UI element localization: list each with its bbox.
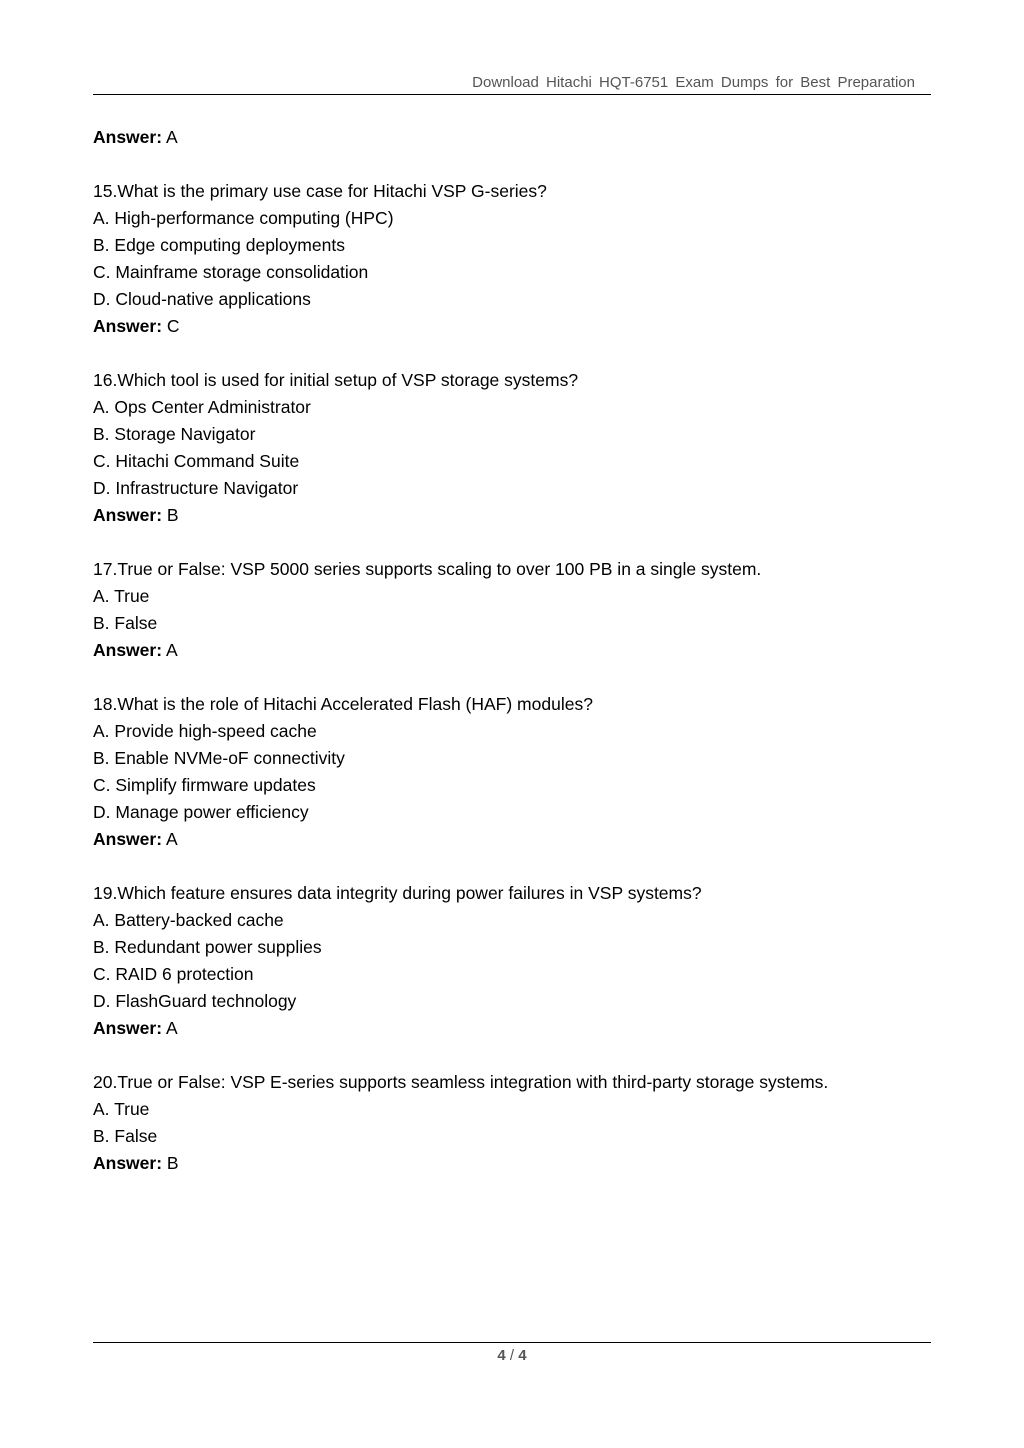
question-block [93, 178, 931, 340]
answer-option: D. Infrastructure Navigator [93, 478, 299, 498]
answer-label: Answer: [93, 1018, 163, 1038]
previous-answer [93, 124, 931, 151]
question-block [93, 1069, 931, 1177]
answer-value: A [165, 1018, 178, 1038]
answer-line [93, 826, 931, 853]
current-page: 4 [497, 1347, 506, 1364]
answer-line [93, 313, 931, 340]
answer-label: Answer: [93, 505, 163, 525]
question-block [93, 556, 931, 664]
answer-option: B. Enable NVMe-oF connectivity [93, 748, 345, 768]
answer-value: C [166, 316, 180, 336]
answer-label: Answer: [93, 1153, 163, 1173]
question-text: 19.Which feature ensures data integrity during power failures in VSP systems? [93, 883, 702, 903]
answer-option: D. FlashGuard technology [93, 991, 297, 1011]
answer-option: B. Edge computing deployments [93, 235, 345, 255]
answer-option: B. False [93, 1126, 158, 1146]
answer-option: D. Cloud-native applications [93, 289, 311, 309]
answer-option: B. False [93, 613, 158, 633]
answer-option: B. Storage Navigator [93, 424, 256, 444]
answer-option: C. Mainframe storage consolidation [93, 262, 369, 282]
page-header [93, 72, 931, 95]
answer-line [93, 502, 931, 529]
answer-option: D. Manage power efficiency [93, 802, 309, 822]
answer-option: A. High-performance computing (HPC) [93, 208, 394, 228]
answer-option: A. Provide high-speed cache [93, 721, 317, 741]
page-footer [93, 1342, 931, 1364]
answer-value: A [165, 640, 178, 660]
question-block [93, 880, 931, 1042]
page-content [93, 124, 931, 1177]
question-text: 16.Which tool is used for initial setup of VSP storage systems? [93, 370, 579, 390]
answer-option: C. Hitachi Command Suite [93, 451, 300, 471]
question-block [93, 367, 931, 529]
answer-label: Answer: [93, 829, 163, 849]
answer-line [93, 1150, 931, 1177]
answer-label: Answer: [93, 127, 163, 147]
answer-line [93, 1015, 931, 1042]
answer-option: C. RAID 6 protection [93, 964, 254, 984]
answer-line [93, 637, 931, 664]
answer-option: A. Battery-backed cache [93, 910, 284, 930]
question-text: 20.True or False: VSP E-series supports seamless integration with third-party storage systems. [93, 1072, 829, 1092]
header-text: Download Hitachi HQT-6751 Exam Dumps for Best Preparation [472, 74, 915, 91]
question-text: 18.What is the role of Hitachi Accelerated Flash (HAF) modules? [93, 694, 593, 714]
question-text: 15.What is the primary use case for Hitachi VSP G-series? [93, 181, 547, 201]
total-pages: 4 [518, 1347, 527, 1364]
question-block [93, 691, 931, 853]
answer-option: A. True [93, 1099, 150, 1119]
answer-value: A [165, 829, 178, 849]
question-text: 17.True or False: VSP 5000 series supports scaling to over 100 PB in a single system. [93, 559, 762, 579]
answer-value: B [166, 1153, 179, 1173]
answer-label: Answer: [93, 640, 163, 660]
answer-value: B [166, 505, 179, 525]
answer-option: A. Ops Center Administrator [93, 397, 311, 417]
page-number [93, 1347, 931, 1364]
answer-label: Answer: [93, 316, 163, 336]
answer-option: A. True [93, 586, 150, 606]
answer-option: B. Redundant power supplies [93, 937, 322, 957]
answer-value: A [165, 127, 178, 147]
answer-option: C. Simplify firmware updates [93, 775, 316, 795]
question-list [93, 178, 931, 1177]
page-separator: / [505, 1347, 519, 1364]
